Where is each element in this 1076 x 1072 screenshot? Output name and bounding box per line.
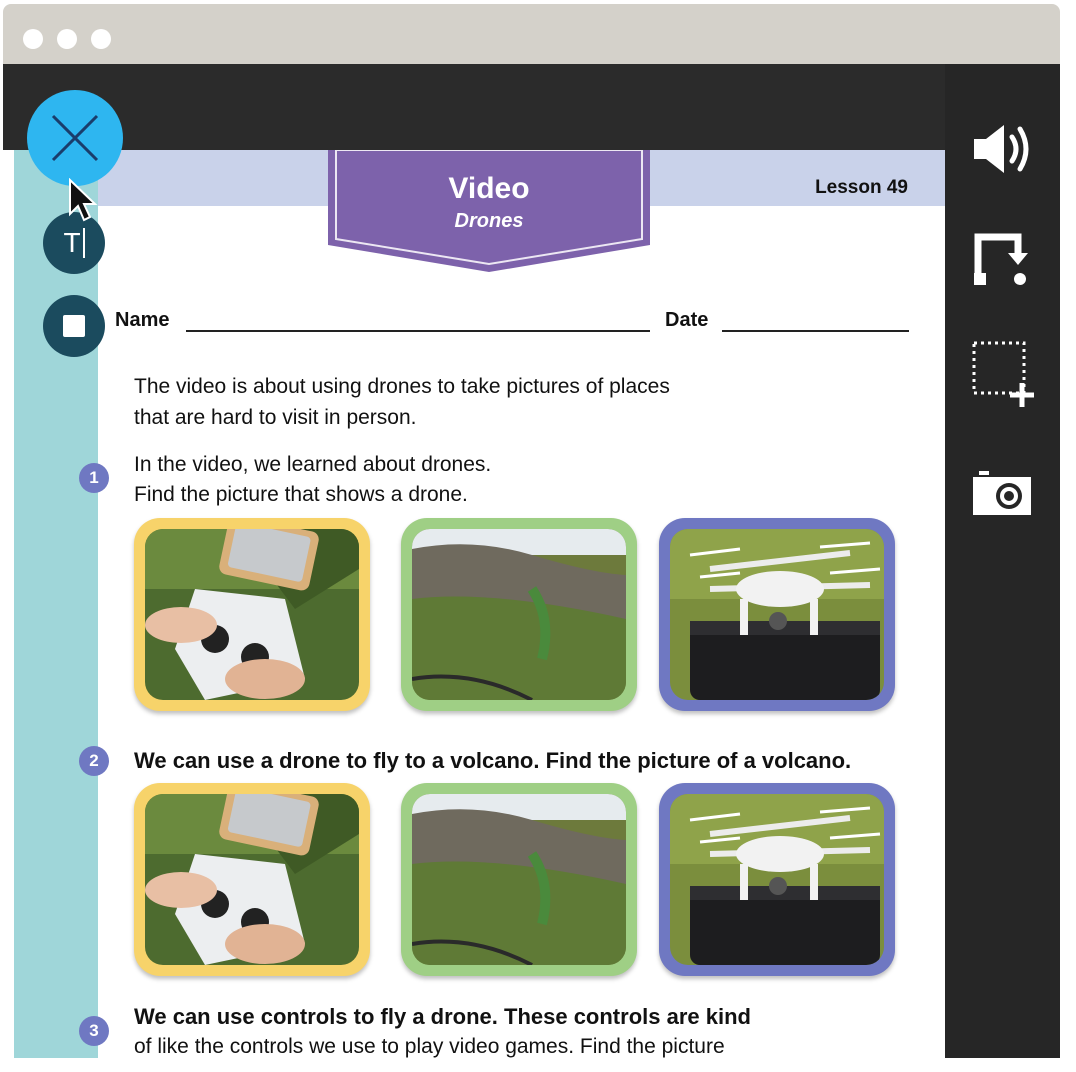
drone-photo — [670, 529, 884, 700]
name-field-line[interactable] — [186, 330, 650, 332]
date-field-line[interactable] — [722, 330, 909, 332]
banner-title: Video — [448, 172, 530, 205]
window-dot-minimize[interactable] — [57, 29, 77, 49]
text-tool-icon: T — [63, 227, 81, 258]
page-turn-icon — [972, 229, 1032, 289]
question-line: Find the picture that shows a drone. — [134, 483, 468, 506]
selection-add-icon — [970, 339, 1034, 409]
q1-volcano-picture[interactable] — [401, 518, 637, 711]
stop-button[interactable] — [43, 295, 105, 357]
speaker-icon — [970, 121, 1034, 177]
lesson-number: Lesson 49 — [815, 177, 908, 198]
question-3-text — [134, 1002, 751, 1058]
question-1-text — [134, 450, 491, 510]
controller-photo — [145, 529, 359, 700]
banner-subtitle: Drones — [454, 210, 524, 232]
intro-paragraph — [134, 371, 670, 433]
question-number-badge: 2 — [79, 746, 109, 776]
window-dot-maximize[interactable] — [91, 29, 111, 49]
close-icon — [47, 110, 103, 166]
viewer-header — [3, 64, 945, 150]
date-label: Date — [665, 309, 709, 331]
question-number-badge: 1 — [79, 463, 109, 493]
text-caret — [83, 228, 85, 258]
selection-add-button[interactable] — [967, 339, 1037, 409]
q2-controller-picture[interactable] — [134, 783, 370, 976]
q2-drone-picture[interactable] — [659, 783, 895, 976]
browser-titlebar — [3, 4, 1060, 64]
mouse-pointer-icon — [68, 178, 98, 224]
volcano-photo — [412, 794, 626, 965]
question-line: We can use controls to fly a drone. These controls are kind — [134, 1004, 751, 1029]
q1-controller-picture[interactable] — [134, 518, 370, 711]
intro-line: The video is about using drones to take pictures of places — [134, 375, 670, 398]
window-dot-close[interactable] — [23, 29, 43, 49]
worksheet-page — [14, 150, 945, 1058]
question-line: In the video, we learned about drones. — [134, 453, 492, 476]
close-button[interactable] — [27, 90, 123, 186]
intro-line: that are hard to visit in person. — [134, 406, 417, 429]
page-turn-button[interactable] — [967, 224, 1037, 294]
camera-button[interactable] — [967, 457, 1037, 527]
left-margin-band — [14, 150, 98, 1058]
camera-icon — [971, 467, 1033, 517]
drone-photo — [670, 794, 884, 965]
controller-photo — [145, 794, 359, 965]
q2-volcano-picture[interactable] — [401, 783, 637, 976]
name-label: Name — [115, 309, 170, 331]
volcano-photo — [412, 529, 626, 700]
stop-icon — [62, 314, 86, 338]
question-number-badge: 3 — [79, 1016, 109, 1046]
question-2-text: We can use a drone to fly to a volcano. Find the picture of a volcano. — [134, 748, 852, 773]
right-toolbar — [945, 64, 1060, 1058]
speaker-button[interactable] — [967, 114, 1037, 184]
question-line: of like the controls we use to play video games. Find the picture — [134, 1035, 725, 1058]
q1-drone-picture[interactable] — [659, 518, 895, 711]
